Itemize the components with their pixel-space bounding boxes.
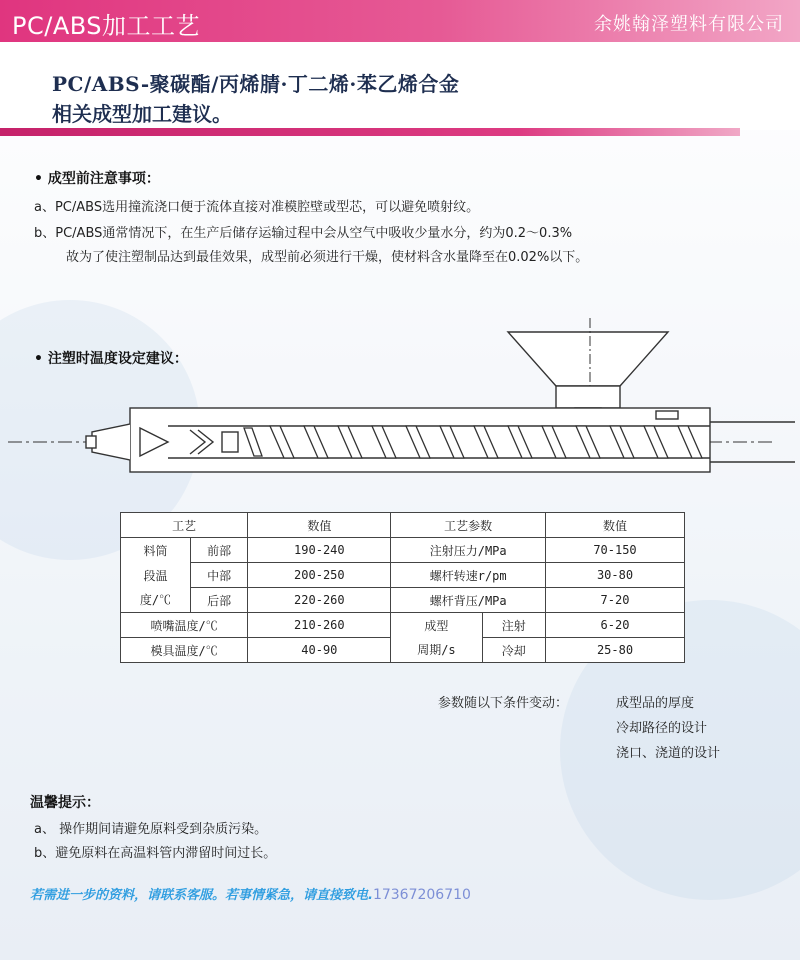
- table-cell: 200-250: [248, 563, 391, 588]
- injection-screw-diagram: [0, 318, 800, 498]
- table-cell: 螺杆背压/MPa: [391, 588, 546, 613]
- table-cell: 70-150: [546, 538, 685, 563]
- table-header: 数值: [248, 513, 391, 538]
- table-header: 数值: [546, 513, 685, 538]
- table-cell: 25-80: [546, 638, 685, 663]
- table-cell: 料筒: [121, 538, 191, 563]
- table-cell: 190-240: [248, 538, 391, 563]
- tips-item-b: b、避免原料在高温料管内滞留时间过长。: [34, 846, 277, 861]
- tips-item-a: a、 操作期间请避免原料受到杂质污染。: [34, 822, 268, 837]
- company-name: 余姚翰泽塑料有限公司: [594, 14, 784, 35]
- table-header: 工艺参数: [391, 513, 546, 538]
- table-cell: 注射: [482, 613, 545, 638]
- banner-title-line1: PC/ABS-聚碳酯/丙烯腈·丁二烯·苯乙烯合金: [52, 72, 460, 96]
- table-cell: 中部: [190, 563, 247, 588]
- table-cell: 220-260: [248, 588, 391, 613]
- table-row: [121, 638, 685, 663]
- table-header-row: [121, 513, 685, 538]
- title-banner: [0, 42, 800, 130]
- phone-number[interactable]: 17367206710: [372, 887, 471, 903]
- table-cell: 40-90: [248, 638, 391, 663]
- process-parameter-table: [120, 512, 685, 663]
- table-cell: 成型: [391, 613, 482, 638]
- table-cell: 模具温度/℃: [121, 638, 248, 663]
- table-cell: 6-20: [546, 613, 685, 638]
- accent-stripe: [0, 128, 740, 136]
- table-cell: 后部: [190, 588, 247, 613]
- table-cell: 度/℃: [121, 588, 191, 613]
- table-cell: 段温: [121, 563, 191, 588]
- table-cell: 前部: [190, 538, 247, 563]
- top-header-bar: [0, 0, 800, 42]
- pre-molding-item-b-line2: 故为了使注塑制品达到最佳效果，成型前必须进行干燥，使材料含水量降至在0.02%以下。: [66, 250, 589, 265]
- table-cell: 7-20: [546, 588, 685, 613]
- table-cell: 30-80: [546, 563, 685, 588]
- table-row: [121, 613, 685, 638]
- varies-label: 参数随以下条件变动：: [438, 696, 569, 711]
- table-row: [121, 538, 685, 563]
- temperature-heading: • 注塑时温度设定建议：: [34, 351, 188, 367]
- table-row: [121, 588, 685, 613]
- tips-heading: 温馨提示：: [30, 795, 100, 811]
- header-title: PC/ABS加工工艺: [12, 12, 201, 40]
- table-cell: 冷却: [482, 638, 545, 663]
- banner-title-line2: 相关成型加工建议。: [52, 102, 232, 126]
- table-header: 工艺: [121, 513, 248, 538]
- varies-item: 冷却路径的设计: [616, 721, 708, 736]
- table-cell: 螺杆转速r/pm: [391, 563, 546, 588]
- table-cell: 周期/s: [391, 638, 482, 663]
- contact-text: 若需进一步的资料，请联系客服。若事情紧急，请直接致电.: [30, 888, 373, 903]
- table-row: [121, 563, 685, 588]
- pre-molding-item-a: a、PC/ABS选用撞流浇口便于流体直接对准模腔壁或型芯，可以避免喷射纹。: [34, 200, 480, 215]
- pre-molding-heading: • 成型前注意事项：: [34, 171, 160, 187]
- table-cell: 注射压力/MPa: [391, 538, 546, 563]
- table-cell: 喷嘴温度/℃: [121, 613, 248, 638]
- pre-molding-item-b-line1: b、PC/ABS通常情况下，在生产后储存运输过程中会从空气中吸收少量水分，约为0.2～0.3%: [34, 226, 573, 241]
- varies-item: 浇口、浇道的设计: [616, 746, 721, 761]
- varies-item: 成型品的厚度: [616, 696, 695, 711]
- table-cell: 210-260: [248, 613, 391, 638]
- contact-line: [30, 884, 471, 903]
